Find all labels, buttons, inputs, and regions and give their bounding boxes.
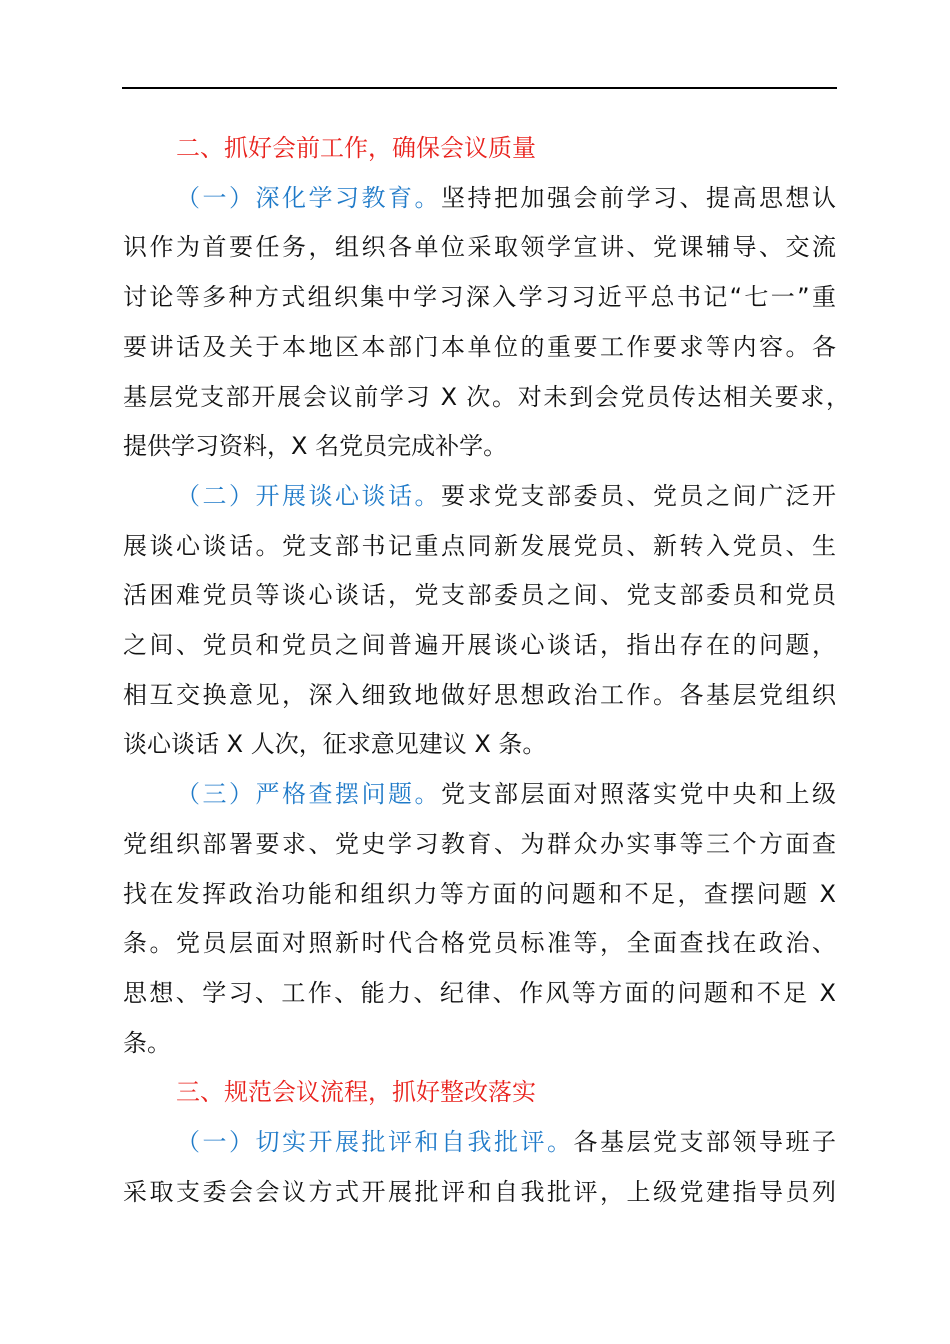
section-heading <box>176 1067 836 1117</box>
line-text: 识作为首要任务，组织各单位采取领学宣讲、党课辅导、交流 <box>123 233 836 262</box>
paragraph-line <box>123 222 836 272</box>
line-text: 三、规范会议流程，抓好整改落实 <box>176 1078 536 1107</box>
line-text: 基层党支部开展会议前学习 X 次。对未到会党员传达相关要求， <box>123 382 850 411</box>
paragraph-line <box>176 1117 836 1167</box>
line-text: 条。 <box>123 1028 171 1057</box>
line-text: 提供学习资料，X 名党员完成补学。 <box>123 432 508 461</box>
paragraph-line <box>123 1167 836 1217</box>
paragraph-line <box>123 421 836 471</box>
paragraph-line <box>123 819 836 869</box>
subsection-title: （一）切实开展批评和自我批评。 <box>176 1128 574 1156</box>
paragraph-line <box>123 968 836 1018</box>
line-text: 各基层党支部领导班子 <box>573 1128 836 1156</box>
line-text: 之间、党员和党员之间普遍开展谈心谈话，指出存在的问题， <box>123 631 836 659</box>
line-text: 讨论等多种方式组织集中学习深入学习习近平总书记“七一”重 <box>123 283 836 312</box>
paragraph-line <box>176 769 836 819</box>
paragraph-line <box>123 620 836 670</box>
paragraph-line <box>123 918 836 968</box>
line-text: 二、抓好会前工作，确保会议质量 <box>176 134 536 162</box>
paragraph-line <box>123 521 836 571</box>
paragraph-line <box>123 322 836 372</box>
section-heading <box>176 123 836 173</box>
subsection-title: （二）开展谈心谈话。 <box>176 481 441 510</box>
line-text: 要求党支部委员、党员之间广泛开 <box>441 481 836 510</box>
subsection-title: （一）深化学习教育。 <box>176 183 441 212</box>
line-text: 采取支委会会议方式开展批评和自我批评，上级党建指导员列 <box>123 1177 836 1206</box>
subsection-title: （三）严格查摆问题。 <box>176 780 441 809</box>
line-text: 思想、学习、工作、能力、纪律、作风等方面的问题和不足 X <box>123 978 836 1007</box>
line-text: 要讲话及关于本地区本部门本单位的重要工作要求等内容。各 <box>123 332 836 361</box>
paragraph-line <box>123 719 836 769</box>
line-text: 相互交换意见，深入细致地做好思想政治工作。各基层党组织 <box>123 680 836 709</box>
line-text: 找在发挥政治功能和组织力等方面的问题和不足，查摆问题 X <box>123 879 836 908</box>
line-text: 展谈心谈话。党支部书记重点同新发展党员、新转入党员、生 <box>123 531 836 560</box>
line-text: 活困难党员等谈心谈话，党支部委员之间、党支部委员和党员 <box>123 581 836 610</box>
line-text: 坚持把加强会前学习、提高思想认 <box>441 183 836 212</box>
paragraph-line <box>123 869 836 919</box>
paragraph-line <box>123 670 836 720</box>
line-text: 党支部层面对照落实党中央和上级 <box>441 780 836 809</box>
line-text: 谈心谈话 X 人次，征求意见建议 X 条。 <box>123 730 547 759</box>
line-text: 条。党员层面对照新时代合格党员标准等，全面查找在政治、 <box>123 929 836 958</box>
line-text: 党组织部署要求、党史学习教育、为群众办实事等三个方面查 <box>123 829 836 858</box>
paragraph-line <box>123 272 836 322</box>
paragraph-line <box>123 570 836 620</box>
paragraph-line <box>123 372 850 422</box>
paragraph-line <box>176 173 836 223</box>
header-rule <box>122 87 837 89</box>
paragraph-line <box>123 1018 836 1068</box>
paragraph-line <box>176 471 836 521</box>
